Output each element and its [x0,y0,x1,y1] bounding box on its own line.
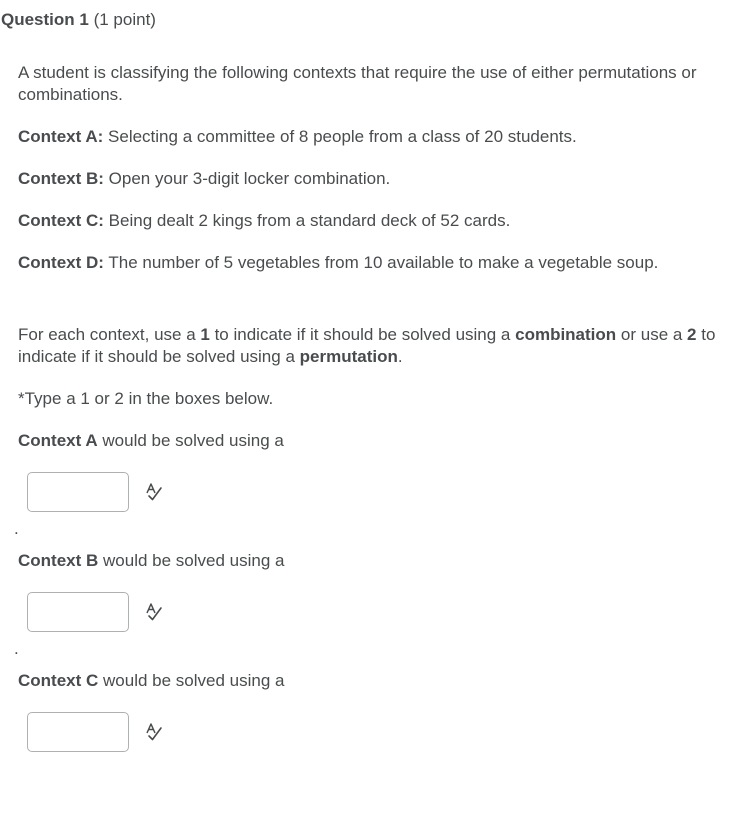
instructions-num-2: 2 [687,325,697,344]
answer-c-suffix: would be solved using a [98,671,285,690]
answer-b-input[interactable] [27,592,129,632]
answer-a-prompt [18,430,730,452]
instructions-text [18,324,730,368]
answer-b-prompt [18,550,730,572]
instructions-part: For each context, use a [18,325,201,344]
answer-b-row [18,592,730,634]
spell-check-icon[interactable] [144,482,164,502]
question-number: Question 1 [1,10,89,29]
answer-c-input[interactable] [27,712,129,752]
type-note: *Type a 1 or 2 in the boxes below. [18,389,274,408]
instructions-part: to indicate if it should be solved using a [18,325,716,366]
context-a-label: Context A: [18,127,104,146]
question-body [14,62,730,754]
context-a [18,126,730,148]
instructions-term-permutation: permutation [299,347,398,366]
answer-a-input[interactable] [27,472,129,512]
answer-a-label: Context A [18,431,98,450]
context-a-text: Selecting a committee of 8 people from a class of 20 students. [103,127,577,146]
answer-a-suffix: would be solved using a [97,431,284,450]
spell-check-icon[interactable] [144,722,164,742]
question-title [1,9,156,31]
answer-b-label: Context B [18,551,99,570]
instructions-part: or use a [616,325,688,344]
instructions-part: to indicate if it should be solved using a [209,325,516,344]
answer-b-trailing: . [14,639,19,658]
context-b [18,168,730,190]
intro-text: A student is classifying the following contexts that require the use of either permutations or combinations. [18,63,697,104]
instructions-term-combination: combination [515,325,617,344]
context-c-text: Being dealt 2 kings from a standard deck of 52 cards. [103,211,511,230]
answer-b-suffix: would be solved using a [98,551,285,570]
question-points: (1 point) [93,10,156,29]
instructions-part: . [397,347,403,366]
context-d [18,252,730,274]
context-d-text: The number of 5 vegetables from 10 available to make a vegetable soup. [103,253,659,272]
answer-c-label: Context C [18,671,99,690]
context-c-label: Context C: [18,211,104,230]
answer-a-trailing: . [14,519,19,538]
context-b-text: Open your 3-digit locker combination. [103,169,391,188]
context-c [18,210,730,232]
spell-check-icon[interactable] [144,602,164,622]
context-b-label: Context B: [18,169,104,188]
instructions-num-1: 1 [200,325,210,344]
answer-c-prompt [18,670,730,692]
answer-a-row [18,472,730,514]
answer-c-row [18,712,730,754]
context-d-label: Context D: [18,253,104,272]
